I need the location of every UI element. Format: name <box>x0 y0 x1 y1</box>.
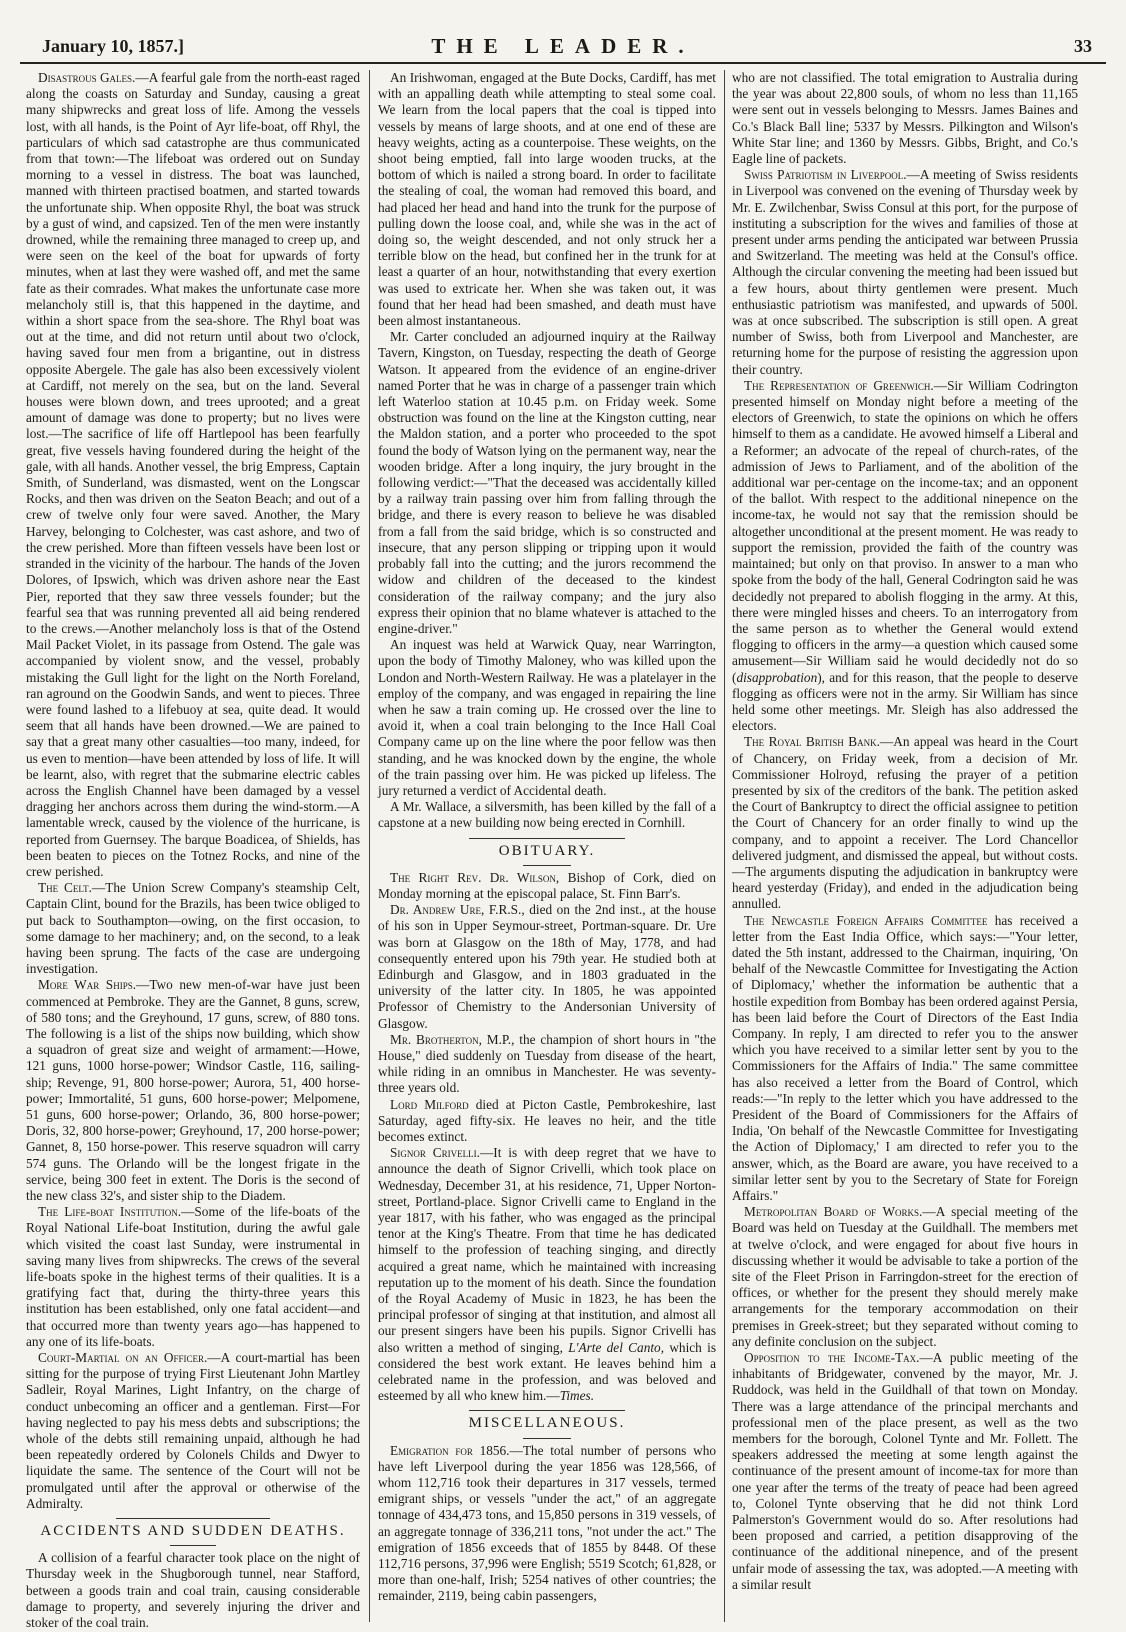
article-body: —A meeting of Swiss residents in Liverpool was convened on the evening of Thursday week by Mr. E. Zwilchenbar, Swiss Consul at this port, for the purpose of instituting a subscription for the wives and families of those at present under arms pending the anticipated war between Prussia and Switzerland. The meeting was held at the Consul's office. Although the circular convening the meeting had been issued but a few hours, about thirty gentlemen were present. Much enthusiastic patriotism was manifested, and upwards of 500l. was at once subscribed. The subscription is still open. A great number of Swiss, both from Liverpool and Manchester, are returning home for the purpose of resisting the aggression upon their country. <box>732 167 1078 377</box>
obituary-milford <box>378 1097 716 1146</box>
article-title: Court-Martial on an Officer. <box>38 1350 208 1366</box>
column-rule <box>369 70 370 1622</box>
article-court-martial <box>26 1350 360 1512</box>
article-disastrous-gales <box>26 70 360 880</box>
article-body: Bishop of Cork, died on Monday morning at the episcopal palace, St. Finn Barr's. <box>378 869 716 901</box>
article-body: the champion of short hours in "the House," died suddenly on Tuesday from disease of the heart, while riding in an omnibus in Manchester. He was seventy-three years old. <box>378 1031 717 1096</box>
article-body: —A court-martial has been sitting for the purpose of trying First Lieutenant John Martley Sadleir, Royal Marines, Light Infantry, on the charge of conduct unbecoming an officer and a gentleman. First—For having neglected to pay his mess debts and subscriptions; the whole of the debts still remaining unpaid, although he had been repeatedly ordered by Colonels Childs and Dwyer to liquidate the same. The sentence of the Court will not be promulgated until after the approval or otherwise of the Admiralty. <box>26 1350 360 1511</box>
obituary-wilson <box>378 870 716 902</box>
article-royal-british-bank <box>732 734 1078 912</box>
article-body: —Some of the life-boats of the Royal National Life-boat Institution, during the awful gale which visited the coast last Sunday, were instrumental in saving many lives from shipwrecks. The crews of the several life-boats spoke in the highest terms of their qualities. It is a gratifying fact that, during the thirty-three years this institution has been established, only one fatal accident—and that occurred more than twenty years ago—has happened to any one of its life-boats. <box>26 1204 361 1349</box>
article-body: —An appeal was heard in the Court of Chancery, on Friday week, from a decision of Mr. Commissioner Holroyd, refusing the prayer of a petition presented by six of the creditors of the bank. The petition asked the Court of Bankruptcy to direct the official assignee to petition the Court of Chancery for an order finally to wind up the company, and to appoint a receiver. The Lord Chancellor delivered judgment, and dismissed the appeal, but without costs.—The arguments disputing the adjudication in bankruptcy were heard yesterday (Friday), and ended in the adjudication being annulled. <box>732 734 1078 912</box>
article-title: Lord Milford <box>390 1096 469 1112</box>
section-divider <box>523 865 570 866</box>
article-title: The Representation of Greenwich. <box>744 377 934 393</box>
article-carter-inquiry: Mr. Carter concluded an adjourned inquiry at the Railway Tavern, Kingston, on Tuesday, respecting the death of George Watson. It appeared from the evidence of an engine-driver named Porter that he was in charge of a passenger train which left Waterloo station at 10.45 p.m. on Friday week. Some obstruction was found on the line at the Kingston cutting, near the Maldon station, and a porter who proceeded to the spot found the body of Watson lying on the permanent way, near the wooden bridge. After a long inquiry, the jury brought in the following verdict:—"That the deceased was accidentally killed by a railway train passing over him from falling through the bridge, and there is every reason to believe he was disabled from a fall from the said bridge, which is so constructed and insecure, that any person slipping or tripping upon it would probably fall into the cutting; and the jurors recommend the widow and children of the deceased to the kindest consideration of the railway company; and the jury also express their opinion that no blame whatever is attached to the engine-driver." <box>378 329 716 636</box>
article-more-war-ships <box>26 977 360 1204</box>
article-title: The Royal British Bank. <box>744 734 880 750</box>
article-swiss-patriotism <box>732 167 1078 378</box>
issue-date: January 10, 1857.] <box>42 36 185 56</box>
article-income-tax-opposition <box>732 1350 1078 1593</box>
article-body: F.R.S., died on the 2nd inst., at the house of his son in Upper Seymour-street, Portman-square. Dr. Ure was born at Glasgow on the 18th of May, 1778, and had consequently entered upon his 79th year. He studied both at Edinburgh and Glasgow, and in 1803 graduated in the university of the latter city. In 1805, he was appointed Professor of Chemistry to the Andersonian University of Glasgow. <box>378 902 717 1031</box>
article-title: Swiss Patriotism in Liverpool. <box>744 167 907 183</box>
article-title: Disastrous Gales. <box>38 70 136 85</box>
article-body: ), and for this reason, that the people to deserve flogging as officers were not in the army. Sir William has since held some other meetings. Mr. Sleigh has also addressed the electors. <box>732 669 1078 734</box>
article-title: More War Ships. <box>38 977 137 993</box>
obituary-ure <box>378 902 716 1032</box>
article-body: —The Union Screw Company's steamship Celt, Captain Clint, bound for the Brazils, has been twice obliged to put back to Southampton—owing, on the first occasion, to some damage to her machinery; and, on the second, to a leak having been sprung. The facts of the case are undergoing investigation. <box>26 880 360 977</box>
article-metropolitan-board <box>732 1204 1078 1350</box>
article-emigration <box>378 1443 716 1605</box>
article-the-celt <box>26 880 360 977</box>
section-heading-miscellaneous: MISCELLANEOUS. <box>468 1415 626 1432</box>
article-body: —Sir William Codrington presented himself on Monday night before a meeting of the electors of Greenwich, to state the opinions on which he offers himself to them as a candidate. He avowed himself a Liberal and a Reformer; an advocate of the repeal of church-rates, of the admission of Jews to Parliament, and of the abolition of the additional war per-centage on the income-tax; and an opponent of the ballot. With respect to the additional ninepence on the income-tax, he would not say that the remission should be altogether unconditional at the present moment. He was ready to support the remission, provided the faith of the country was maintained; but only on that proviso. In answer to a man who spoke from the body of the hall, General Codrington said he was decidedly not prepared to abolish flogging in the army. At this, there were mingled hisses and cheers. To an interrogatory from the same person as to whether the General would extend flogging to officers in the army—a question which caused some amusement—Sir William said he would decidedly not do so ( <box>732 377 1078 685</box>
section-divider <box>116 1518 270 1519</box>
article-warwick-inquest: An inquest was held at Warwick Quay, near Warrington, upon the body of Timothy Maloney, who was killed upon the London and North-Western Railway. He was a platelayer in the employ of the company, and was engaged in repairing the line when he saw a train coming up. He crossed over the line to avoid it, when a coal train belonging to the Ince Hall Coal Company came up on the line where the poor fellow was then standing, and he was knocked down by the engine, the whole of the train passing over him. He was picked up lifeless. The jury returned a verdict of Accidental death. <box>378 637 716 798</box>
article-body: —The total number of persons who have left Liverpool during the year 1856 was 128,566, of whom 112,716 took their departures in 317 vessels, termed emigrant ships, or vessels "under the act," of an aggregate tonnage of 434,473 tons, and 15,850 persons in 319 vessels, of an aggregate tonnage of 336,211 tons, "not under the act." The emigration of 1856 exceeds that of 1855 by 8448. Of these 112,716 persons, 37,996 were English; 5519 Scotch; 61,828, or more than one-half, Irish; 5254 natives of other countries; the remainder, 2119, being cabin passengers, <box>378 1442 716 1604</box>
section-heading-obituary: OBITUARY. <box>498 842 596 859</box>
work-title: L'Arte del Canto, <box>568 1339 665 1355</box>
article-title: The Right Rev. Dr. Wilson, <box>390 869 560 885</box>
article-greenwich <box>732 378 1078 734</box>
article-irishwoman: An Irishwoman, engaged at the Bute Docks, Cardiff, has met with an appalling death while attempting to steal some coal. We learn from the local papers that the coal is tipped into vessels by means of large shoots, and at one end of these are heavy weights, acting as a counterpoise. These weights, on the shoot being emptied, fall into large wooden trucks, at the bottom of which is nailed a strong board. In order to facilitate the stealing of coal, the woman had removed this board, and had placed her head and hand into the trunk for the purpose of pulling down the loose coal, and, while she was in the act of doing so, the weight descended, and not only struck her a terrible blow on the head, but confined her in the trunk for at least a quarter of an hour, notwithstanding that every exertion was used to extricate her. When she was taken out, it was found that her head had been smashed, and death must have been almost instantaneous. <box>378 70 716 329</box>
section-divider <box>170 1545 217 1546</box>
article-body: —Two new men-of-war have just been commenced at Pembroke. They are the Gannet, 8 guns, screw, of 580 tons; and the Greyhound, 17 guns, screw, of 880 tons. The following is a list of the ships now building, which show a squadron of great size and weight of armament:—Howe, 121 guns, 1000 horse-power; Windsor Castle, 116, sailing-ship; Revenge, 91, 800 horse-power; Aurora, 51, 400 horse-power; Immortalité, 51 guns, 600 horse-power; Melpomene, 51 guns, 600 horse-power; Orlando, 36, 800 horse-power; Doris, 32, 800 horse-power; Greyhound, 17, 200 horse-power; Gannet, 8, 150 horse-power. This reserve squadron will carry 574 guns. The Orlando will be the longest frigate in the service, being 300 feet in extent. The Doris is the second of the new class 32's, and sister ship to the Diadem. <box>26 977 361 1204</box>
section-divider <box>469 838 624 839</box>
article-title: Dr. Andrew Ure, <box>390 902 485 918</box>
article-newcastle-committee <box>732 913 1078 1205</box>
article-body: has received a letter from the East India Office, which says:—"Your letter, dated the 5th instant, addressed to the Chairman, inquiring, 'On behalf of the Newcastle Committee for Investigating the Action of Diplomacy,' whether the information be authentic that a hostile expedition from Bombay has been ordered against Persia, has been laid before the Court of Directors of the East India Company. In reply, I am directed to refer you to the answer which you have received to a similar letter sent by you to the Commissioners for the Affairs of India." The same committee has also received a letter from the Board of Control, which reads:—"In reply to the letter which you have addressed to the President of the Board of Commissioners for the Affairs of India, 'On behalf of the Newcastle Committee for Investigating the Action of Diplomacy,' I am directed to refer you to the answer, which, as the Board are aware, you have received to a similar letter sent by you to the Secretary of State for Foreign Affairs." <box>732 912 1079 1204</box>
article-title: Opposition to the Income-Tax. <box>744 1350 920 1366</box>
section-divider <box>523 1438 570 1439</box>
article-title: The Newcastle Foreign Affairs Committee <box>744 912 988 928</box>
section-heading-accidents: ACCIDENTS AND SUDDEN DEATHS. <box>40 1523 346 1540</box>
article-body: died at Picton Castle, Pembrokeshire, last Saturday, aged fifty-six. He leaves no heir, and the title becomes extinct. <box>378 1096 716 1144</box>
column-3 <box>732 70 1078 1622</box>
article-wallace: A Mr. Wallace, a silversmith, has been killed by the fall of a capstone at a new building now being erected in Cornhill. <box>378 799 716 831</box>
paper-title: THE LEADER. <box>431 34 695 58</box>
column-2 <box>378 70 716 1622</box>
article-title: The Life-boat Institution. <box>38 1204 182 1220</box>
article-body: —It is with deep regret that we have to announce the death of Signor Crivelli, which took place on Wednesday, December 31, at his residence, 71, Upper Norton-street, Portland-place. Signor Crivelli came to England in the year 1817, with his father, who was engaged as the principal tenor at the King's Theatre. From that time he has dedicated himself to the profession of teaching singing, and directly acquired a great name, which he maintained with increasing reputation up to the moment of his death. Since the foundation of the Royal Academy of Music in 1823, he has been the principal professor of singing at that institution, and almost all our present singers have been his pupils. Signor Crivelli has also written a method of singing, <box>378 1145 716 1355</box>
obituary-brotherton <box>378 1032 716 1097</box>
column-rule <box>724 70 725 1622</box>
article-title: Mr. Brotherton, M.P., <box>390 1031 515 1047</box>
article-lifeboat-institution <box>26 1204 360 1350</box>
article-aside: disapprobation <box>736 669 818 685</box>
article-title: Metropolitan Board of Works. <box>744 1204 923 1220</box>
article-title: Signor Crivelli. <box>390 1145 480 1161</box>
article-body: which is considered the best work extant. He leaves behind him a celebrated name in the profession, and was beloved and esteemed by all who knew him.— <box>378 1339 716 1404</box>
article-title: Emigration for 1856. <box>390 1442 510 1458</box>
article-source: Times. <box>559 1388 595 1404</box>
masthead <box>20 28 1106 64</box>
article-title: The Celt. <box>38 880 92 896</box>
column-1 <box>26 70 361 1631</box>
page-number: 33 <box>1074 36 1092 56</box>
section-divider <box>469 1410 624 1411</box>
article-body: —A public meeting of the inhabitants of Bridgewater, convened by the mayor, Mr. J. Ruddock, was held in the Guildhall of that town on Monday. There was a large attendance of the principal merchants and professional men of the place present, as well as the two members for the borough, Colonel Tynte and Mr. Follett. The speakers addressed the meeting at some length against the continuance of the present amount of income-tax for more than one year after the terms of the treaty of peace had been agreed to, Colonel Tynte observing that he did not think Lord Palmerston's Government would do so. After resolutions had been proposed and carried, a petition disapproving of the continuance of the additional ninepence, and of the present unfair mode of assessing the tax, was adopted.—A meeting with a similar result <box>732 1350 1078 1592</box>
article-body: —A special meeting of the Board was held on Tuesday at the Guildhall. The members met at twelve o'clock, and were engaged for about five hours in discussing whether it would be advisable to take a portion of the site of the Fleet Prison in Farringdon-street for the erection of offices, or whether for the present they should merely make arrangements for the temporary accommodation on their premises in Greek-street; but they separated without coming to any definite conclusion on the subject. <box>732 1204 1078 1349</box>
article-emigration-continued: who are not classified. The total emigration to Australia during the year was about 22,800 souls, of whom no less than 11,165 were sent out in vessels belonging to Messrs. James Baines and Co.'s Black Ball line; 5337 by Messrs. Pilkington and Wilson's White Star line; and 1360 by Messrs. Gibbs, Bright, and Co.'s Eagle line of packets. <box>732 70 1078 167</box>
article-body: —A fearful gale from the north-east raged along the coasts on Saturday and Sunday, causing a great many shipwrecks and great loss of life. Among the vessels lost, with all hands, is the Point of Ayr life-boat, off Rhyl, the particulars of which sad catastrophe are thus communicated from that town:—The lifeboat was ordered out on Sunday morning to a vessel in distress. The boat was launched, manned with thirteen practised boatmen, and started towards the unfortunate ship. When opposite Rhyl, the boat was struck by a gust of wind, and capsized. Ten of the men were instantly drowned, while the remaining three managed to creep up, and were seen on the keel of the boat for upwards of forty minutes, when at last they were washed off, and met the same fate as their comrades. What makes the unfortunate case more melancholy still is, that this happened in the daytime, and within a short space from the sea-shore. The Rhyl boat was out at the time, and did not return until about two o'clock, having saved four men from a brigantine, out in distress opposite Abergele. The gale has also been excessively violent at Cardiff, not merely on the sea, but on the land. Several houses were blown down, and trees uprooted; and a great amount of damage was done to property; but no lives were lost.—The sacrifice of life off Hartlepool has been fearfully great, five vessels having foundered during the height of the gale, with all hands. Another vessel, the brig Empress, Captain Smith, of Sunderland, was dismasted, went on the Longscar Rocks, and then was driven on the Seaton Beach; and out of a crew of twelve only four were saved. Another, the Mary Harvey, belonging to Colchester, was cast ashore, and two of the crew perished. More than fifteen vessels have been lost or stranded in the vicinity of the harbour. The hands of the Joven Dolores, of Ipswich, which was driven ashore near the East Pier, reported that they saw three vessels founder; but the fearful sea that was running prevented all aid being rendered to the crews.—Another melancholy loss is that of the Ostend Mail Packet Violet, in its passage from Ostend. The gale was accompanied by violent snow, and the vessel, probably mistaking the Gull light for the light on the North Foreland, ran aground on the Goodwin Sands, and went to pieces. Three were found lashed to a lifebuoy at sea, quite dead. It would seem that all hands have been drowned.—We are pained to say that a great many other casualties—too many, indeed, for us even to mention—have been attended by loss of life. It will be learnt, also, with regret that the submarine electric cables across the English Channel have been damaged by a vessel dragging her anchors across them during the wind-storm.—A lamentable wreck, caused by the violence of the hurricane, is reported from Guernsey. The barque Boadicea, of Shields, has been beaten to pieces on the Totnez Rocks, and nine of the crew perished. <box>26 70 360 879</box>
obituary-crivelli <box>378 1145 716 1404</box>
article-collision: A collision of a fearful character took place on the night of Thursday week in the Shugborough tunnel, near Stafford, between a goods train and coal train, causing considerable damage to property, and severely injuring the driver and stoker of the coal train. <box>26 1550 360 1631</box>
